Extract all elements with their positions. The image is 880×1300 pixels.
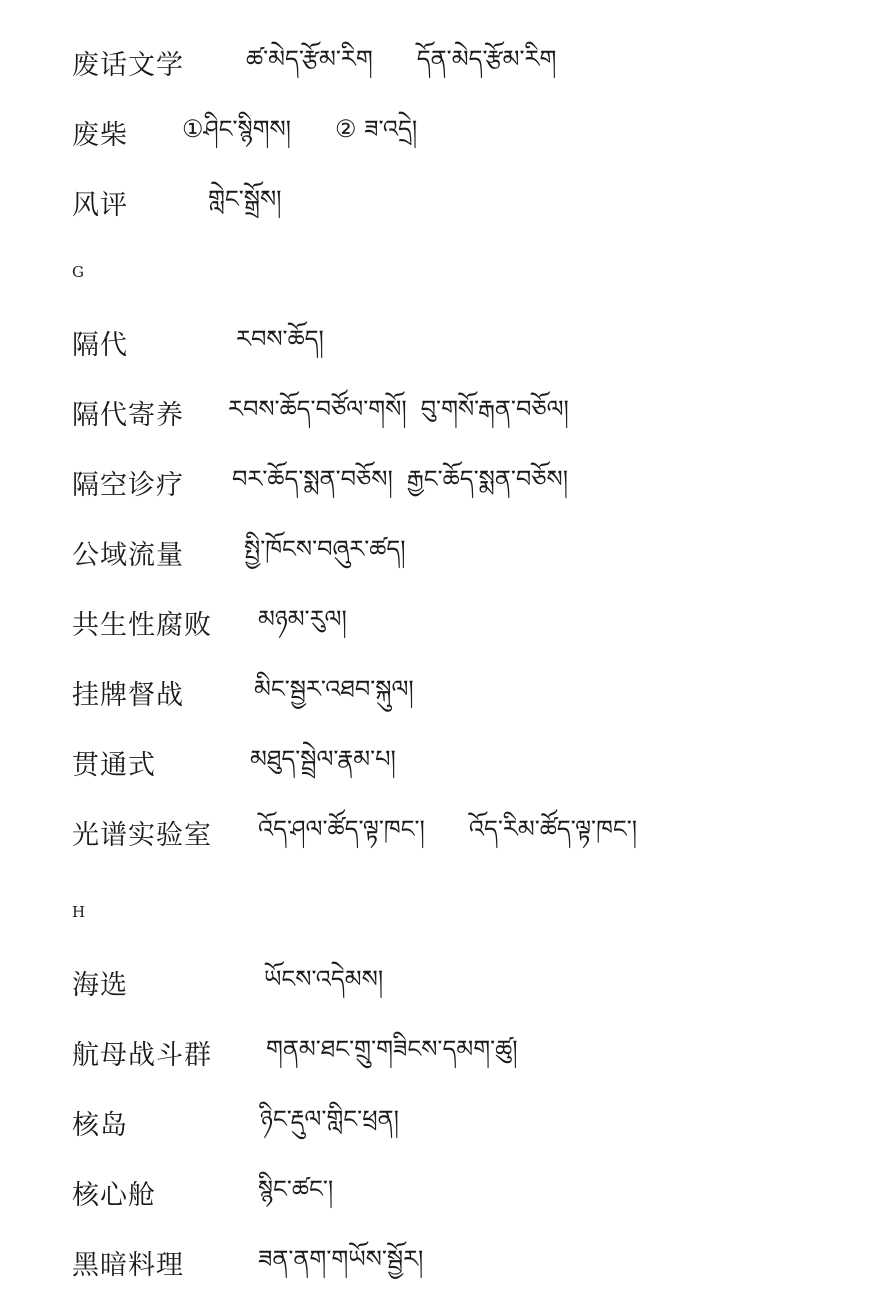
- glossary-entry: [72, 112, 128, 152]
- tibetan-variant: ཚ་མེད་རྩོམ་རིག: [246, 44, 373, 73]
- chinese-term: 核心舱: [72, 1179, 156, 1211]
- tibetan-translation: [258, 606, 347, 646]
- tibetan-translation: [244, 536, 406, 576]
- tibetan-translation: [258, 816, 637, 856]
- chinese-term: 隔代: [72, 329, 128, 361]
- tibetan-variant: འོད་ཤལ་ཚོད་ལྟ་ཁང་།: [258, 814, 425, 843]
- tibetan-variant: ཟན་ནག་གཡོས་སྦྱོར།: [258, 1244, 424, 1273]
- glossary-entry: [72, 462, 184, 502]
- chinese-term: 风评: [72, 189, 128, 221]
- chinese-term: 贯通式: [72, 749, 156, 781]
- tibetan-variant: བུ་གསོ་རྒན་བཅོལ།: [420, 394, 569, 423]
- glossary-entry: [72, 1242, 184, 1282]
- tibetan-translation: [250, 746, 396, 786]
- glossary-entry: [72, 532, 184, 572]
- chinese-term: 隔代寄养: [72, 399, 184, 431]
- tibetan-variant: ཉིང་རྡུལ་གླིང་ཕྲན།: [260, 1104, 399, 1133]
- tibetan-variant: རྒྱང་ཆོད་སྨན་བཅོས།: [406, 464, 569, 493]
- glossary-entry: [72, 1172, 156, 1212]
- chinese-term: 共生性腐败: [72, 609, 212, 641]
- tibetan-translation: [258, 1176, 333, 1216]
- chinese-term: 废话文学: [72, 49, 184, 81]
- tibetan-variant: མིང་སྦྱར་འཐབ་སྐུལ།: [254, 674, 414, 703]
- tibetan-variant: མཐུད་སྦྲེལ་རྣམ་པ།: [250, 744, 396, 773]
- tibetan-variant: བར་ཆོད་སྨན་བཅོས།: [232, 464, 393, 493]
- glossary-entry: [72, 602, 212, 642]
- chinese-term: 光谱实验室: [72, 819, 212, 851]
- chinese-term: 核岛: [72, 1109, 128, 1141]
- glossary-entry: [72, 962, 128, 1002]
- tibetan-variant: རབས་ཆོད་བཙོལ་གསོ།: [228, 394, 407, 423]
- chinese-term: 黑暗料理: [72, 1249, 184, 1281]
- tibetan-translation: [182, 116, 417, 156]
- glossary-entry: [72, 322, 128, 362]
- glossary-entry: [72, 1102, 128, 1142]
- section-letter: G: [72, 263, 84, 281]
- chinese-term: 公域流量: [72, 539, 184, 571]
- tibetan-variant: མཉམ་རུལ།: [258, 604, 347, 633]
- tibetan-translation: [260, 1106, 399, 1146]
- tibetan-translation: [246, 46, 556, 86]
- tibetan-variant: སྤྱི་ཁོངས་བཞུར་ཚད།: [244, 534, 406, 563]
- tibetan-variant: ② ཟ་འདྲེ།: [335, 114, 418, 143]
- tibetan-variant: རབས་ཆོད།: [236, 324, 324, 353]
- tibetan-variant: ཡོངས་འདེམས།: [264, 964, 384, 993]
- tibetan-variant: སྙིང་ཚང་།: [258, 1174, 334, 1203]
- tibetan-variant: དོན་མེད་རྩོམ་རིག: [416, 44, 557, 73]
- tibetan-translation: [236, 326, 324, 366]
- glossary-entry: [72, 742, 156, 782]
- tibetan-translation: [266, 1036, 518, 1076]
- chinese-term: 废柴: [72, 119, 128, 151]
- tibetan-translation: [254, 676, 414, 716]
- glossary-entry: [72, 42, 184, 82]
- chinese-term: 航母战斗群: [72, 1039, 212, 1071]
- tibetan-variant: གནམ་ཐང་གྲུ་གཟིངས་དམག་ཚུ།: [266, 1034, 518, 1063]
- section-letter: H: [72, 903, 86, 921]
- tibetan-translation: [264, 966, 383, 1006]
- glossary-entry: [72, 812, 212, 852]
- tibetan-translation: [208, 186, 282, 226]
- chinese-term: 海选: [72, 969, 128, 1001]
- tibetan-variant: གླེང་སྒྲོས།: [208, 184, 282, 213]
- tibetan-translation: [258, 1246, 423, 1286]
- chinese-term: 挂牌督战: [72, 679, 184, 711]
- tibetan-variant: འོད་རིམ་ཚོད་ལྟ་ཁང་།: [468, 814, 638, 843]
- tibetan-translation: [232, 466, 568, 506]
- glossary-entry: [72, 392, 184, 432]
- glossary-entry: [72, 1032, 212, 1072]
- tibetan-translation: [228, 396, 569, 436]
- tibetan-variant: ①ཤིང་སྙིགས།: [182, 114, 291, 143]
- chinese-term: 隔空诊疗: [72, 469, 184, 501]
- glossary-entry: [72, 672, 184, 712]
- glossary-entry: [72, 182, 128, 222]
